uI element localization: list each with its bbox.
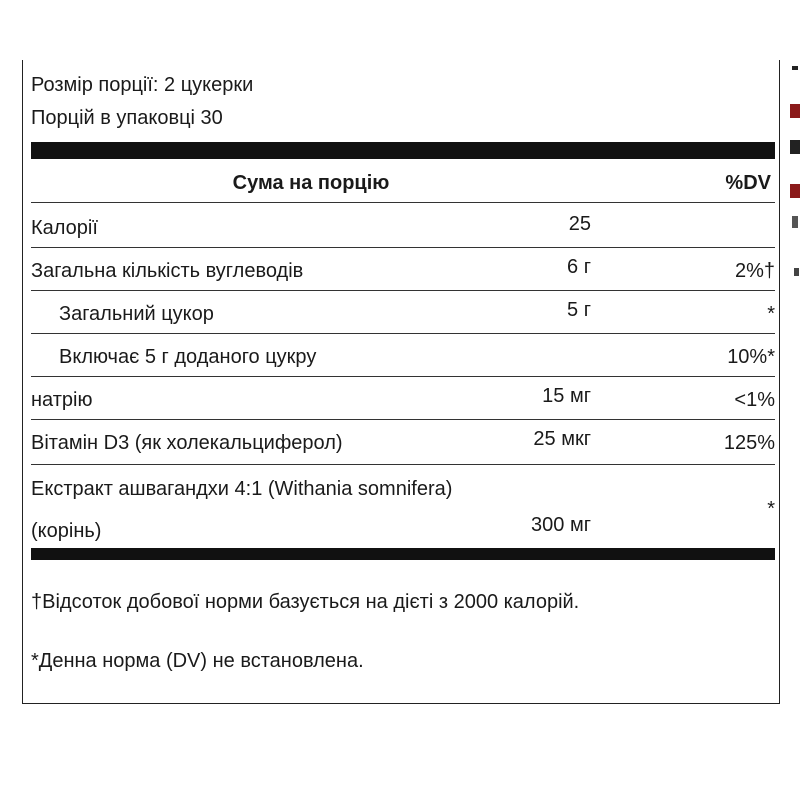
rule: [31, 464, 775, 465]
nutrient-dv: 2%†: [734, 260, 775, 282]
cropped-text-fragment: [792, 66, 798, 70]
rule: [31, 376, 775, 377]
nutrient-dv: <1%: [734, 389, 775, 411]
rule: [31, 290, 775, 291]
nutrient-dv: *: [767, 303, 775, 325]
rule: [31, 247, 775, 248]
nutrient-amount: 6 г: [567, 256, 591, 278]
dv-header: %DV: [725, 172, 771, 194]
nutrient-amount: 25: [568, 213, 591, 235]
serving-size: Розмір порції: 2 цукерки: [31, 74, 254, 96]
nutrient-amount: 15 мг: [542, 385, 591, 407]
footnote-not-established: *Денна норма (DV) не встановлена.: [31, 650, 364, 672]
rule: [31, 333, 775, 334]
nutrient-amount: 25 мкг: [533, 428, 591, 450]
nutrient-amount: 300 мг: [531, 514, 591, 536]
cropped-text-fragment: [792, 216, 798, 228]
rule: [31, 202, 775, 203]
nutrition-facts-panel: [22, 60, 780, 704]
cropped-text-fragment: [790, 184, 800, 198]
nutrient-name: Включає 5 г доданого цукру: [59, 346, 317, 368]
nutrient-name: Калорії: [31, 217, 98, 239]
nutrient-dv: *: [767, 498, 775, 520]
footnote-dv-basis: †Відсоток добової норми базується на дієті з 2000 калорій.: [31, 591, 580, 613]
cropped-text-fragment: [790, 104, 800, 118]
bottom-thick-bar: [31, 548, 775, 560]
cropped-text-fragment: [794, 268, 799, 276]
nutrient-dv: 125%: [723, 432, 775, 454]
nutrient-amount: 5 г: [567, 299, 591, 321]
amount-per-serving-header: Сума на порцію: [232, 172, 390, 194]
nutrient-name: Загальна кількість вуглеводів: [31, 260, 304, 282]
nutrient-name: Загальний цукор: [59, 303, 214, 325]
nutrient-dv: 10%*: [727, 346, 775, 368]
cropped-text-fragment: [790, 140, 800, 154]
nutrient-name-line2: (корінь): [31, 520, 102, 542]
servings-per-container: Порцій в упаковці 30: [31, 107, 223, 129]
table-row: [31, 478, 775, 548]
table-header: [31, 172, 775, 202]
nutrient-name: Вітамін D3 (як холекальциферол): [31, 432, 343, 454]
rule: [31, 419, 775, 420]
top-thick-bar: [31, 142, 775, 159]
nutrient-name: натрію: [31, 389, 93, 411]
nutrient-name: Екстракт ашвагандхи 4:1 (Withania somnifera): [31, 478, 453, 500]
